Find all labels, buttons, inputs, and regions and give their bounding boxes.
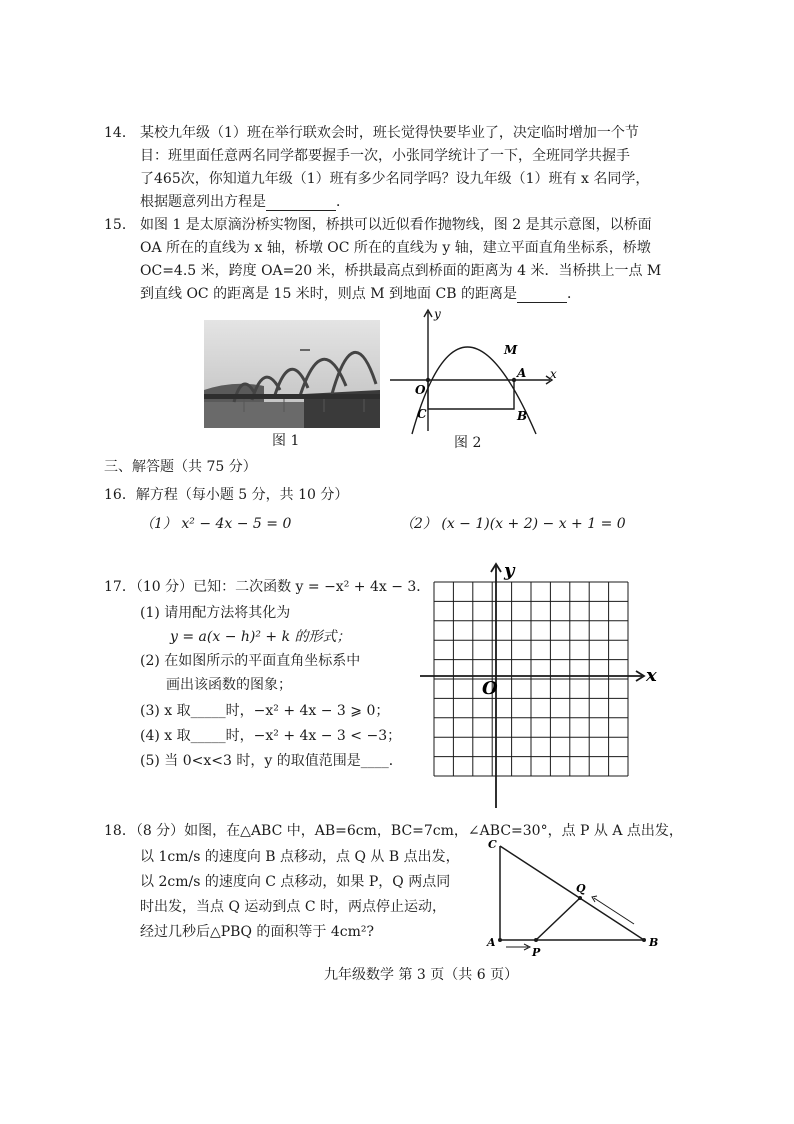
label-x: x — [550, 367, 557, 381]
label-a: A — [517, 366, 527, 380]
figure-2-caption: 图 2 — [454, 435, 482, 451]
point-a — [512, 378, 516, 382]
q15-number: 15． — [104, 217, 136, 233]
q17-step-2b: 画出该函数的图象； — [166, 677, 292, 693]
point-q-dot — [578, 896, 582, 900]
tri-label-a: A — [487, 936, 496, 949]
q17-step-2a: (2) 在如图所示的平面直角坐标系中 — [140, 653, 361, 669]
label-c: C — [417, 407, 427, 421]
point-b-dot — [642, 938, 646, 942]
q16-part-1: （1） x² − 4x − 5 = 0 — [140, 516, 292, 532]
q14-line-2: 目：班里面任意两名同学都要握手一次，小张同学统计了一下，全班同学共握手 — [140, 148, 630, 164]
q15-line-2: OA 所在的直线为 x 轴，桥墩 OC 所在的直线为 y 轴，建立平面直角坐标系，桥墩 — [140, 240, 651, 256]
q16-part-2: （2） (x − 1)(x + 2) − x + 1 = 0 — [400, 516, 626, 532]
segment-pq — [536, 898, 580, 940]
q15-line-3: OC=4.5 米，跨度 OA=20 米，桥拱最高点到桥面的距离为 4 米．当桥拱上一点 M — [140, 263, 662, 279]
tri-label-p: P — [532, 946, 541, 959]
q15-line-1: 如图 1 是太原滴汾桥实物图，桥拱可以近似看作抛物线，图 2 是其示意图，以桥面 — [140, 217, 652, 233]
grid-label-y: y — [504, 560, 515, 581]
grid-lines — [434, 582, 628, 776]
parabola-diagram — [390, 306, 560, 436]
side-cb — [500, 846, 644, 940]
q18-line-5: 经过几秒后△PBQ 的面积等于 4cm²? — [140, 924, 374, 940]
q17-step-1a: (1) 请用配方法将其化为 — [140, 605, 291, 621]
bridge-rectangle — [428, 380, 514, 409]
q15-line-4: 到直线 OC 的距离是 15 米时，则点 M 到地面 CB 的距离是 ． — [140, 286, 581, 302]
triangle-diagram — [484, 836, 674, 966]
grid-label-x: x — [646, 665, 657, 686]
q17-step-3: (3) x 取_____时，−x² + 4x − 3 ⩾ 0； — [140, 703, 390, 719]
point-o — [426, 378, 430, 382]
grid-label-o: O — [482, 678, 498, 699]
tri-label-b: B — [649, 936, 659, 949]
label-o: O — [415, 383, 426, 397]
q18-line-4: 时出发，当点 Q 运动到点 C 时，两点停止运动， — [140, 899, 446, 915]
q14-line-3: 了465次，你知道九年级（1）班有多少名同学吗？设九年级（1）班有 x 名同学， — [140, 171, 650, 187]
point-p-dot — [534, 938, 538, 942]
point-a-dot — [498, 938, 502, 942]
label-b: B — [517, 409, 528, 423]
q17-step-5: (5) 当 0<x<3 时，y 的取值范围是____． — [140, 753, 403, 769]
label-m: M — [504, 343, 518, 357]
tri-label-q: Q — [576, 882, 586, 895]
section-3-heading: 三、解答题（共 75 分） — [104, 459, 257, 475]
q17-step-4: (4) x 取_____时，−x² + 4x − 3 < −3； — [140, 728, 402, 744]
label-y: y — [434, 307, 441, 321]
q15-answer-blank — [517, 288, 567, 303]
q14-line-1: 某校九年级（1）班在举行联欢会时，班长觉得快要毕业了，决定临时增加一个节 — [140, 125, 639, 141]
q14-number: 14． — [104, 125, 136, 141]
bridge-photo — [204, 320, 380, 428]
page-footer: 九年级数学 第 3 页（共 6 页） — [324, 967, 519, 983]
tri-label-c: C — [488, 838, 497, 851]
figure-1-caption: 图 1 — [272, 433, 300, 449]
q14-answer-blank — [266, 196, 336, 211]
coordinate-grid — [420, 560, 660, 810]
q18-line-2: 以 1cm/s 的速度向 B 点移动，点 Q 从 B 点出发， — [140, 849, 460, 865]
q16-title: 16．解方程（每小题 5 分，共 10 分） — [104, 487, 349, 503]
q17-step-1b: y = a(x − h)² + k 的形式； — [170, 629, 351, 645]
q14-line-4: 根据题意列出方程是 ． — [140, 194, 350, 210]
q18-line-3: 以 2cm/s 的速度向 C 点移动，如果 P，Q 两点同 — [140, 874, 451, 890]
q18-line-1: 18．（8 分）如图，在△ABC 中，AB=6cm，BC=7cm，∠ABC=30°，点 P 从 A 点出发， — [104, 823, 683, 839]
q17-title: 17．（10 分）已知：二次函数 y = −x² + 4x − 3． — [104, 579, 431, 595]
